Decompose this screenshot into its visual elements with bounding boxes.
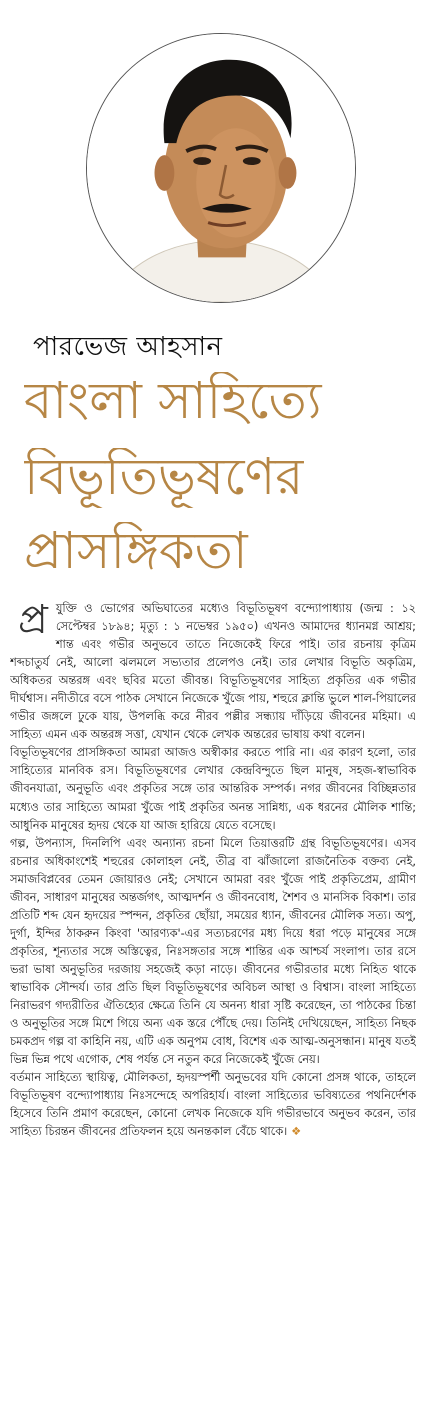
headline-line-1: বাংলা সাহিত্যে [24,372,322,431]
article-paragraph-1: যুক্তি ও ভোগের অভিঘাতের মধ্যেও বিভূতিভূষণ বন্দ্যোপাধ্যায় (জন্ম : ১২ সেপ্টেম্বর ১৮৯৪; মৃত্যু : ১ নভেম্বর ১৯৫০) এখনও আমাদের ধ্যানমগ্ন আশ্রয়; শান্ত এবং গভীর অনুভবে তাতে নিজেকেই ফিরে পাই। তার রচনায় কৃত্রিম শব্দচাতুর্য নেই, আলো ঝলমলে সভ্যতার প্রলেপও নেই। তার লেখার বিভূতি অকৃত্রিম, অধিকতর অন্তরঙ্গ এবং ছবির মতো জীবন্ত। বিভূতিভূষণের সাহিত্য প্রকৃতির এক গভীর দীর্ঘশ্বাস। নদীতীরে বসে পাঠক সেখানে নিজেকে খুঁজে পায়, শহুরে ক্লান্তি ভুলে শাল-পিয়ালের গভীর জঙ্গলে ঢুকে যায়, উপলব্ধি করে নীরব পল্লীর সন্ধ্যায় দাঁড়িয়ে জীবনের মহিমা। এ সাহিত্য এমন এক অন্তরঙ্গ সত্তা, যেখান থেকে লেখক অন্তরের ভাষায় কথা বলেন। [10,602,416,742]
article-paragraph-3: গল্প, উপন্যাস, দিনলিপি এবং অন্যান্য রচনা মিলে তিয়াত্তরটি গ্রন্থ বিভূতিভূষণের। এসব রচনার অধিকাংশেই শহুরের কোলাহল নেই, তীব্র বা ঝাঁজালো রাজনৈতিক বক্তব্য নেই, সমাজবিপ্লবের তেমন জোয়ারও নেই; সেখানে আমরা বরং খুঁজে পাই প্রকৃতিপ্রেম, গ্রামীণ জীবন, সাধারণ মানুষের অন্তর্জগৎ, আত্মদর্শন ও জীবনবোধ, শৈশব ও মানসিক বিকাশ। তার প্রতিটি শব্দ যেন হৃদয়ের স্পন্দন, প্রকৃতির ছোঁয়া, সময়ের ধ্যান, জীবনের মৌলিক সত্য। অপু, দুর্গা, ইন্দির ঠাকরুন কিংবা 'আরণ্যক'-এর সত্যচরণের মধ্য দিয়ে ধরা পড়ে মানুষের সঙ্গে প্রকৃতির, শূন্যতার সঙ্গে অস্তিত্বের, নিঃসঙ্গতার সঙ্গে শান্তির এক আশ্চর্য সংলাপ। তার রসে ভরা ভাষা অনুভূতির দরজায় সহজেই কড়া নাড়ে। জীবনের গভীরতার মধ্যে নিহিত থাকে স্বাভাবিক সৌন্দর্য। তার প্রতি ছিল বিভূতিভূষণের অবিচল আস্থা ও বিশ্বাস। বাংলা সাহিত্যে নিরাভরণ গদ্যরীতির ঐতিহ্যের ক্ষেত্রে তিনি যে অনন্য ধারা সৃষ্টি করেছেন, তা পাঠকের চিন্তা ও অনুভূতির সঙ্গে মিশে গিয়ে অন্য এক স্তরে পৌঁছে দেয়। তিনিই দেখিয়েছেন, সাহিত্য নিছক চমকপ্রদ গল্প বা কাহিনি নয়, এটি এক অনুপম বোধ, বিশেষ এক আত্ম-অনুসন্ধান। মানুষ যতই ভিন্ন ভিন্ন পথে এগোক, শেষ পর্যন্ত সে নতুন করে নিজেকেই খুঁজে নেয়। [10,836,416,1067]
author-portrait [86,33,356,303]
article-paragraph-4-text: বর্তমান সাহিত্যে স্থায়িত্ব, মৌলিকতা, হৃদয়স্পর্শী অনুভবের যদি কোনো প্রসঙ্গ থাকে, তাহলে বিভূতিভূষণ বন্দ্যোপাধ্যায় নিঃসন্দেহে অপরিহার্য। বাংলা সাহিত্যের ভবিষ্যতের পথনির্দেশক হিসেবে তিনি প্রমাণ করেছেন, কোনো লেখক নিজেকে যদি গভীরভাবে অনুভব করেন, তার সাহিত্য চিরন্তন জীবনের প্রতিফলন হয়ে অনন্তকাল বেঁচে থাকে। [10,1071,416,1139]
article-body [10,600,416,1400]
headline-line-2: বিভূতিভূষণের [24,448,304,507]
end-mark-icon: ❖ [291,1125,302,1139]
article-paragraph-4 [10,1069,416,1141]
drop-cap: প্র [18,600,48,643]
author-portrait-illustration [87,34,355,302]
article-paragraph-2: বিভূতিভূষণের প্রাসঙ্গিকতা আমরা আজও অস্বীকার করতে পারি না। এর কারণ হলো, তার সাহিত্যের মানবিক রস। বিভূতিভূষণের লেখার কেন্দ্রবিন্দুতে ছিল মানুষ, সহজ-স্বাভাবিক জীবনযাত্রা, অনুভূতি এবং প্রকৃতির সঙ্গে তার আন্তরিক সম্পর্ক। নগর জীবনের বিচ্ছিন্নতার মধ্যেও তার সাহিত্যে আমরা খুঁজে পাই প্রকৃতির অনন্ত সান্নিধ্য, এক ধরনের মৌলিক শান্তি; আধুনিক মানুষের হৃদয় থেকে যা আজ হারিয়ে যেতে বসেছে। [10,746,416,832]
headline-line-3: প্রাসঙ্গিকতা [24,522,248,581]
author-byline: পারভেজ আহসান [33,332,223,362]
